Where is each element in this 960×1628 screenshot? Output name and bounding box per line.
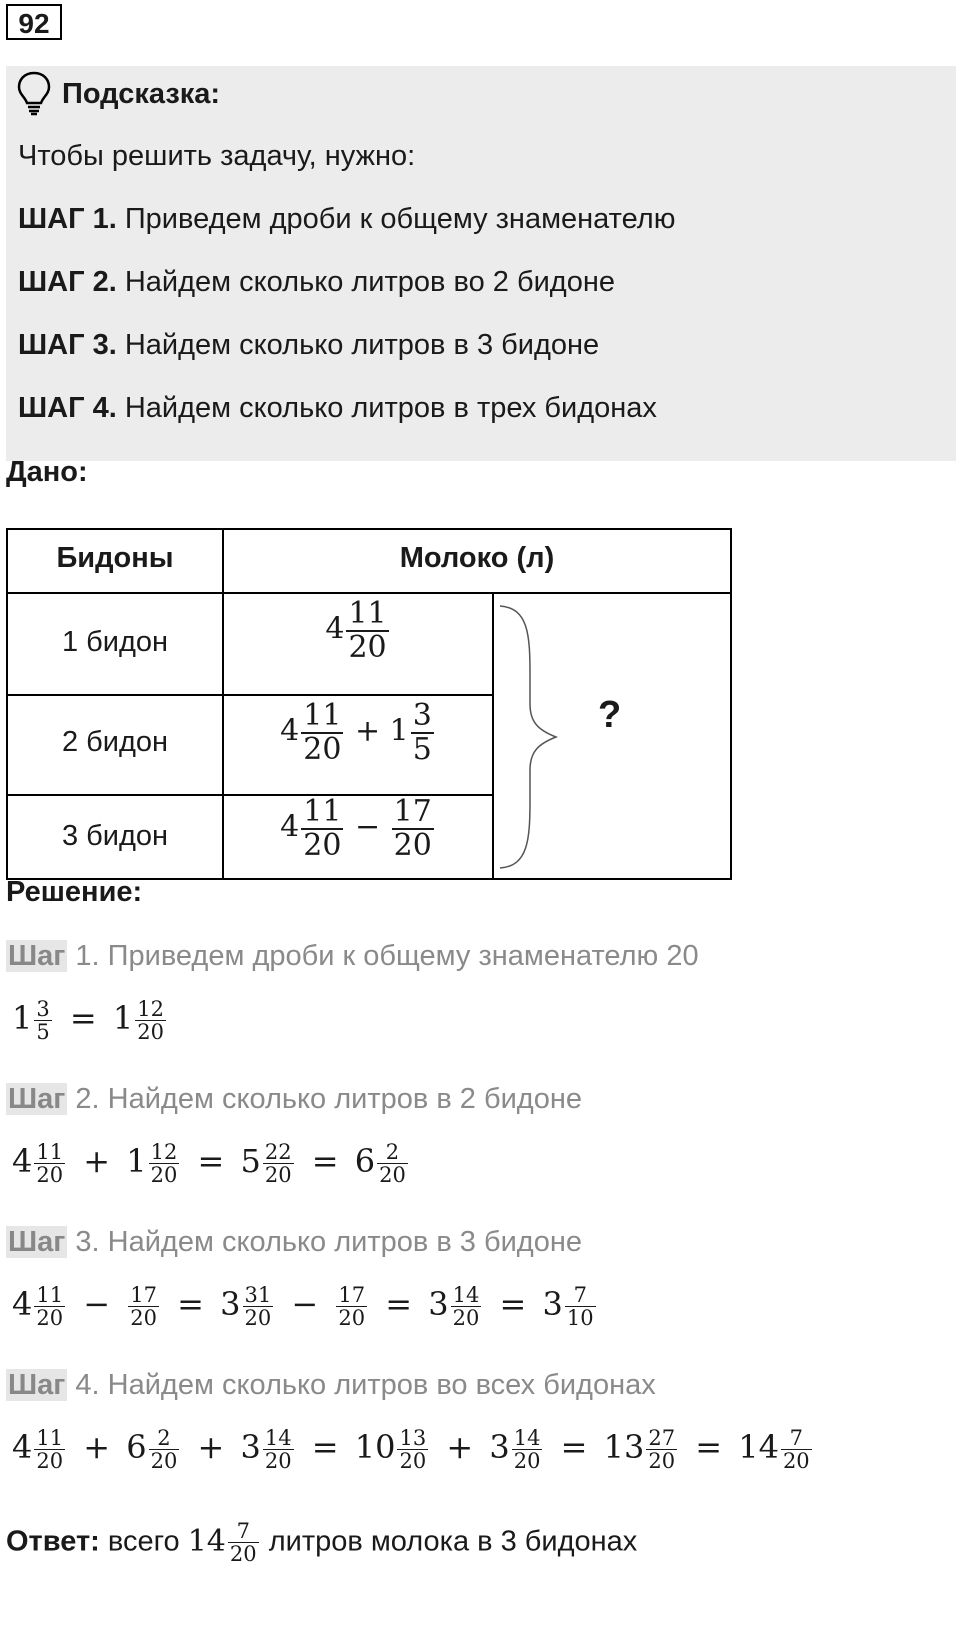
header-cans: Бидоны — [6, 528, 224, 594]
equation-3: 4 $\frac{11}{20}$ − $\frac{17}{20}$ = 3 $\frac{31}{20}$ − $\frac{17}{20}$ = 3 $\frac{14}{20}$ = 3 $\frac{7}{10}$ — [12, 1283, 594, 1331]
row2-can: 2 бидон — [6, 694, 224, 796]
hint-step-2: ШАГ 2. Найдем сколько литров во 2 бидоне — [18, 266, 615, 298]
given-heading: Дано: — [6, 456, 88, 488]
curly-brace-icon — [498, 604, 558, 870]
solution-heading: Решение: — [6, 876, 143, 908]
lightbulb-icon — [16, 70, 52, 116]
solution-step-2: Шаг 2. Найдем сколько литров в 2 бидоне — [8, 1083, 582, 1115]
hint-step-3: ШАГ 3. Найдем сколько литров в 3 бидоне — [18, 329, 600, 361]
hint-title: Подсказка: — [62, 78, 221, 110]
row3-can: 3 бидон — [6, 794, 224, 880]
solution-step-3: Шаг 3. Найдем сколько литров в 3 бидоне — [8, 1226, 582, 1258]
hint-step-4: ШАГ 4. Найдем сколько литров в трех бидонах — [18, 392, 657, 424]
hint-intro: Чтобы решить задачу, нужно: — [18, 140, 416, 172]
question-cell — [492, 592, 732, 880]
row1-can: 1 бидон — [6, 592, 224, 696]
task-number: 92 — [6, 4, 62, 40]
equation-2: 4 $\frac{11}{20}$ + 1 $\frac{12}{20}$ = 5 $\frac{22}{20}$ = 6 $\frac{2}{20}$ — [12, 1140, 406, 1188]
answer-line: Ответ: всего 14 $\frac{7}{20}$ литров молока в 3 бидонах — [6, 1519, 638, 1567]
hint-step-1: ШАГ 1. Приведем дроби к общему знаменателю — [18, 203, 676, 235]
equation-1: 1 $\frac{3}{5}$ = 1 $\frac{12}{20}$ — [12, 997, 164, 1045]
question-mark: ? — [598, 694, 622, 736]
row1-milk: 4 $\frac{11}{20}$ — [222, 592, 494, 696]
solution-step-4: Шаг 4. Найдем сколько литров во всех бидонах — [8, 1369, 656, 1401]
row2-milk: 4 $\frac{11}{20}$ + 1 $\frac{3}{5}$ — [222, 694, 494, 796]
equation-4: 4 $\frac{11}{20}$ + 6 $\frac{2}{20}$ + 3 $\frac{14}{20}$ = 10 $\frac{13}{20}$ + 3 $\frac{14}{20}$ = 13 $\frac{27}{20}$ = 14 $\frac{7}{20}$ — [12, 1426, 810, 1474]
row3-milk: 4 $\frac{11}{20}$ − $\frac{17}{20}$ — [222, 794, 494, 880]
solution-step-1: Шаг 1. Приведем дроби к общему знаменателю 20 — [8, 940, 699, 972]
header-milk: Молоко (л) — [222, 528, 732, 594]
